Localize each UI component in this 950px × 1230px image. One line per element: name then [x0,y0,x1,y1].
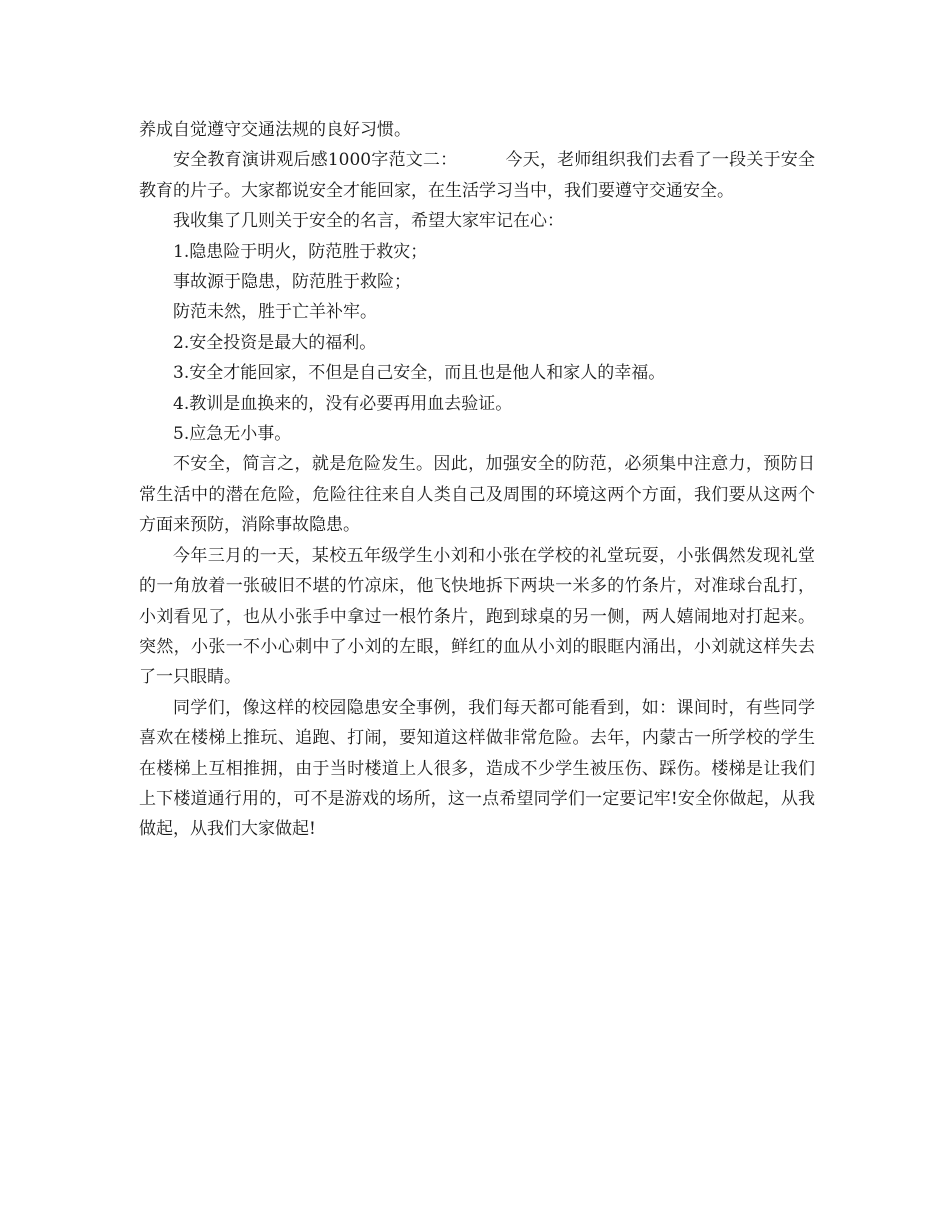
document-body [139,115,815,845]
quote-item-4: 4.教训是血换来的，没有必要再用血去验证。 [173,393,513,414]
quote-item-2: 2.安全投资是最大的福利。 [173,332,377,353]
paragraph-2 [139,145,815,206]
section-heading: 安全教育演讲观后感1000字范文二： [173,150,458,171]
paragraph-1: 养成自觉遵守交通法规的良好习惯。 [139,120,411,140]
paragraph-2-text: 今天，老师组织我们去看了一段关于安全教育的片子。大家都说安全才能回家，在生活学习当中，我们要遵守交通安全。 [139,150,816,201]
paragraph-3: 我收集了几则关于安全的名言，希望大家牢记在心： [173,211,564,232]
quote-item-1b: 事故源于隐患，防范胜于救险； [173,272,411,293]
quote-item-1c: 防范未然，胜于亡羊补牢。 [173,302,377,323]
quote-item-5: 5.应急无小事。 [173,424,292,445]
paragraph-danger: 不安全，简言之，就是危险发生。因此，加强安全的防范，必须集中注意力，预防日常生活中的潜在危险，危险往往来自人类自己及周围的环境这两个方面，我们要从这两个方面来预防，消除事故隐患。 [139,454,815,536]
quote-item-3: 3.安全才能回家，不但是自己安全，而且也是他人和家人的幸福。 [173,363,666,384]
quote-item-1: 1.隐患险于明火，防范胜于救灾； [173,241,428,262]
paragraph-conclusion: 同学们，像这样的校园隐患安全事例，我们每天都可能看到，如：课间时，有些同学喜欢在楼梯上推玩、追跑、打闹，要知道这样做非常危险。去年，内蒙古一所学校的学生在楼梯上互相推拥，由于当时楼道上人很多，造成不少学生被压伤、踩伤。楼梯是让我们上下楼道通行用的，可不是游戏的场所，这一点希望同学们一定要记牢!安全你做起，从我做起，从我们大家做起! [139,697,815,840]
paragraph-incident: 今年三月的一天，某校五年级学生小刘和小张在学校的礼堂玩耍，小张偶然发现礼堂的一角放着一张破旧不堪的竹凉床，他飞快地拆下两块一米多的竹条片，对准球台乱打，小刘看见了，也从小张手中拿过一根竹条片，跑到球桌的另一侧，两人嬉闹地对打起来。突然，小张一不小心刺中了小刘的左眼，鲜红的血从小刘的眼眶内涌出，小刘就这样失去了一只眼睛。 [139,545,815,688]
